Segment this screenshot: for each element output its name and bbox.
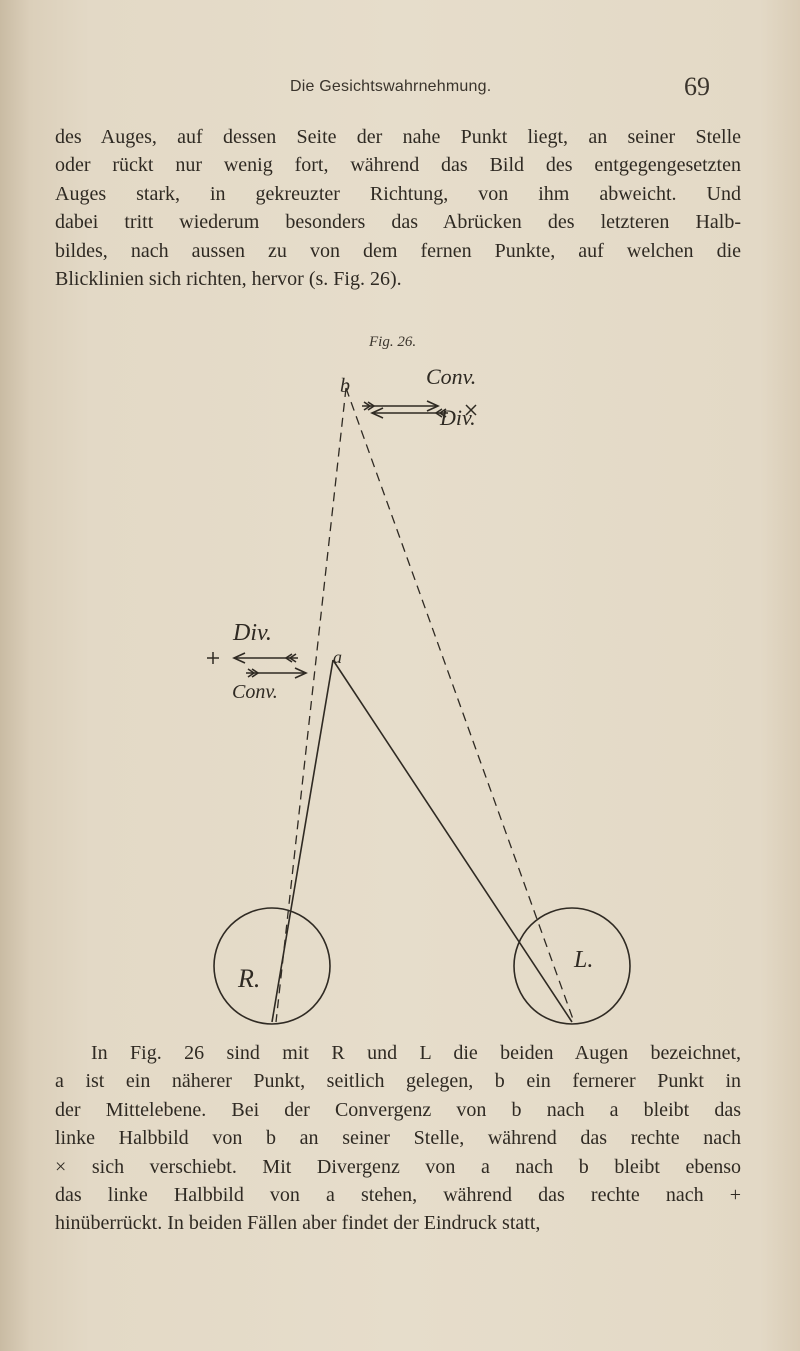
text-line: bildes, nach aussen zu von dem fernen Punkte, auf welchen die: [55, 239, 741, 262]
right-eye-circle: [214, 908, 330, 1024]
label-point-a: a: [333, 647, 342, 667]
left-eye-circle: [514, 908, 630, 1024]
text-line: a ist ein näherer Punkt, seitlich gelegen, b ein fernerer Punkt in: [55, 1070, 741, 1093]
text-line: der Mittelebene. Bei der Convergenz von b nach a bleibt das: [55, 1098, 741, 1121]
right-eye-solid-line: [272, 660, 333, 1022]
label-conv-left: Conv.: [232, 681, 278, 703]
text-line: das linke Halbbild von a stehen, während das rechte nach +: [55, 1184, 741, 1207]
page-number: 69: [684, 72, 710, 101]
left-eye-solid-line: [333, 660, 572, 1022]
label-div-top: Div.: [440, 405, 476, 430]
text-line: Blicklinien sich richten, hervor (s. Fig. 26).: [55, 268, 402, 291]
text-line: × sich verschiebt. Mit Divergenz von a nach b bleibt ebenso: [55, 1155, 741, 1178]
label-eye-r: R.: [238, 964, 261, 993]
text-line: oder rückt nur wenig fort, während das Bild des entgegengesetzten: [55, 154, 741, 177]
text-line: In Fig. 26 sind mit R und L die beiden Augen bezeichnet,: [91, 1042, 741, 1064]
label-conv-top: Conv.: [426, 364, 477, 389]
text-line: des Auges, auf dessen Seite der nahe Punkt liegt, an seiner Stelle: [55, 126, 741, 148]
text-line: hinüberrückt. In beiden Fällen aber findet der Eindruck statt,: [55, 1212, 541, 1235]
running-title: Die Gesichtswahrnehmung.: [290, 78, 492, 95]
text-line: linke Halbbild von b an seiner Stelle, während das rechte nach: [55, 1127, 741, 1150]
paragraph-2: [55, 1039, 741, 1238]
text-line: dabei tritt wiederum besonders das Abrücken des letzteren Halb-: [55, 211, 741, 234]
right-eye-dashed-line: [276, 388, 346, 1022]
left-eye-dashed-line: [346, 388, 574, 1022]
label-div-left: Div.: [233, 620, 272, 646]
figure-caption: Fig. 26.: [369, 334, 417, 350]
label-eye-l: L.: [574, 947, 594, 973]
label-point-b: b: [340, 375, 350, 397]
text-line: Auges stark, in gekreuzter Richtung, von ihm abweicht. Und: [55, 182, 741, 205]
